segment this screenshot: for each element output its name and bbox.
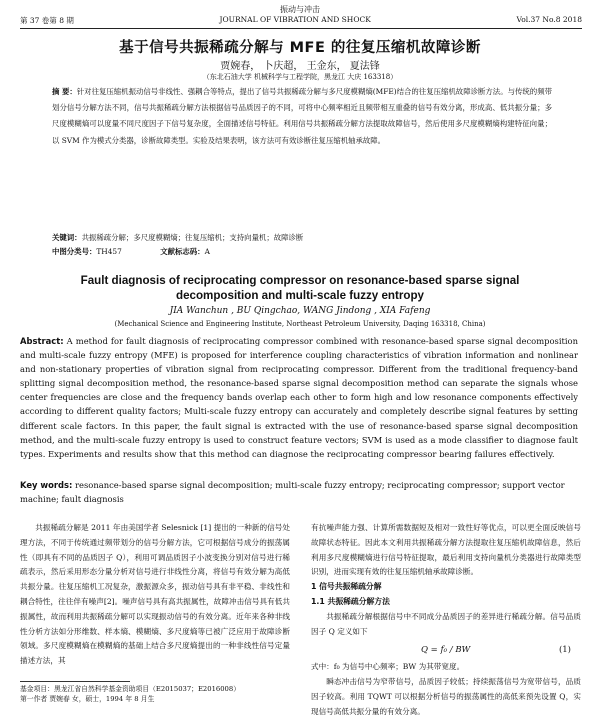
cn-doc-label: 文献标志码： xyxy=(160,247,205,256)
cn-class-value: TH457 xyxy=(96,247,122,256)
en-keywords-text: resonance-based sparse signal decomposition; multi-scale fuzzy entropy; reciprocating compressor; support vector machine; fault diagnosis xyxy=(20,480,565,504)
cn-doc-value: A xyxy=(204,247,210,256)
journal-title: 振动与冲击 xyxy=(280,5,320,14)
cn-paper-title: 基于信号共振稀疏分解与 MFE 的往复压缩机故障诊断 xyxy=(119,40,481,56)
body-paragraph: 共振稀疏分解根据信号中不同成分品质因子的差异进行稀疏分解。信号品质因子 Q 定义如下 xyxy=(311,611,581,636)
en-affiliation: (Mechanical Science and Engineering Institute, Northeast Petroleum University, Daqing 163318, China) xyxy=(114,320,486,328)
body-paragraph: 瞬态冲击信号为窄带信号，品质因子较低；持续振荡信号为宽带信号，品质因子较高。利用 TQWT 可以根据分析信号的振荡属性的高低来预先设置 Q，实现信号高低共振分量的有效分离。 xyxy=(311,676,581,716)
en-keywords-label: Key words: xyxy=(20,480,73,490)
cn-abstract-label: 摘 要： xyxy=(52,87,77,96)
cn-affiliation: （东北石油大学 机械科学与工程学院，黑龙江 大庆 163318） xyxy=(202,73,398,81)
en-paper-title: Fault diagnosis of reciprocating compressor on resonance-based sparse signal decomposition and multi-scale fuzzy entropy xyxy=(80,274,520,302)
cn-authors: 贾婉春， 卜庆超， 王金东， 夏法锋 xyxy=(220,61,380,72)
subsection-heading: 1.1 共振稀疏分解方法 xyxy=(311,596,390,606)
equation-number: (1) xyxy=(558,645,571,656)
en-abstract-text: A method for fault diagnosis of reciprocating compressor combined with resonance-based sparse signal decomposition and multi-scale fuzzy entropy (MFE) is proposed for interference coupling characteristics of vibration information and nonlinear and non-stationary properties of vibration signal from reciprocating compressor. Different from the traditional frequency-band splitting signal decomposition method, the resonance-based sparse signal decomposition method can separate the signals whose center frequencies are close and the frequency bands overlap each other to form high and low resonance components effectively according to different quality factors; Multi-scale fuzzy entropy can accurately and completely describe signal features by setting different scale factors. In this paper, the fault signal is extracted with the use of resonance-based sparse signal decomposition method, and the multi-scale fuzzy entropy is used to construct feature vectors; SVM is used as a mode classifier to diagnose fault types. Experiments and results show that this method can diagnose the reciprocating compressor bearing failures effectively. xyxy=(20,336,578,459)
cn-keywords-label: 关键词： xyxy=(52,233,82,242)
en-authors: JIA Wanchun , BU Qingchao, WANG Jindong , XIA Fafeng xyxy=(169,306,431,316)
cn-abstract-text: 针对往复压缩机振动信号非线性、强耦合等特点，提出了信号共振稀疏分解与多尺度模糊熵(MFE)结合的往复压缩机故障诊断方法。与传统的频带划分信号分解方法不同，信号共振稀疏分解方法根据信号品质因子的不同，可将中心频率相近且频带相互重叠的信号有效分离，形成高、低共振分量；多尺度模糊熵可以度量不同尺度因子下信号复杂度，全面描述信号特征。利用信号共振稀疏分解方法提取故障信号，然后使用多尺度模糊熵构建特征向量；以 SVM 作为模式分类器，诊断故障类型。实验及结果表明，该方法可有效诊断往复压缩机轴承故障。 xyxy=(52,87,552,145)
body-paragraph: 有抗噪声能力强、计算所需数据短及相对一致性好等优点，可以更全面反映信号故障状态特征。因此本文利用共振稀疏分解方法提取往复压缩机故障信息，然后利用多尺度模糊熵进行信号特征提取，最后利用支持向量机分类器进行故障类型识别，进而实现有效的往复压缩机轴承故障诊断。 xyxy=(311,523,581,577)
en-abstract xyxy=(20,334,578,461)
cn-class-label: 中图分类号： xyxy=(52,247,97,256)
cn-keywords xyxy=(52,232,552,243)
cn-abstract xyxy=(52,84,552,149)
footnote-author: 第一作者 贾婉春 女，硕士，1994 年 8 月生 xyxy=(20,695,155,703)
equation-description: 式中：f₀ 为信号中心频率；BW 为其带宽度。 xyxy=(311,662,465,672)
header-volume: 第 37 卷第 8 期 xyxy=(20,16,74,25)
footnote xyxy=(20,684,320,704)
equation-1 xyxy=(311,643,581,658)
footnote-divider xyxy=(20,681,130,682)
footnote-funding: 基金项目：黑龙江省自然科学基金资助项目（E2015037；E2016008） xyxy=(20,685,240,693)
header-volume-en: Vol.37 No.8 2018 xyxy=(516,15,582,24)
body-column-right xyxy=(311,521,581,719)
running-header xyxy=(20,15,582,29)
header-journal: JOURNAL OF VIBRATION AND SHOCK xyxy=(219,15,371,24)
en-keywords xyxy=(20,478,578,506)
cn-classification xyxy=(52,246,552,257)
body-column-left xyxy=(20,521,290,669)
cn-keywords-text: 共振稀疏分解；多尺度模糊熵；往复压缩机；支持向量机；故障诊断 xyxy=(81,233,304,242)
equation-formula: Q = f₀ / BW xyxy=(421,645,471,656)
en-abstract-label: Abstract: xyxy=(20,336,64,346)
section-heading: 1 信号共振稀疏分解 xyxy=(311,582,382,592)
body-paragraph: 共振稀疏分解是 2011 年由美国学者 Selesnick [1] 提出的一种新的信号处理方法，不同于传统通过频带划分的信号分解方法，它可根据信号成分的振荡属性（即具有不同的品质因子 Q），利用可调品质因子小波变换分别对信号进行稀疏表示，然后采用形态分量分析对信号进行非线性分离，将信号有效分解为高低共振分量。往复压缩机工况复杂，激振源众多，振动信号具有非平稳、非线性和耦合特性，往往伴有噪声[2]。噪声信号具有高共振属性，故障冲击信号具有低共振属性，故而利用共振稀疏分解可以实现振动信号的有效分离。近年来各种非线性分析方法如分形维数、样本熵、模糊熵、多尺度熵等已被广泛应用于故障诊断领域。多尺度模糊熵在模糊熵的基础上结合多尺度熵提出的一种非线性信号定量描述方法，其 xyxy=(20,523,290,666)
